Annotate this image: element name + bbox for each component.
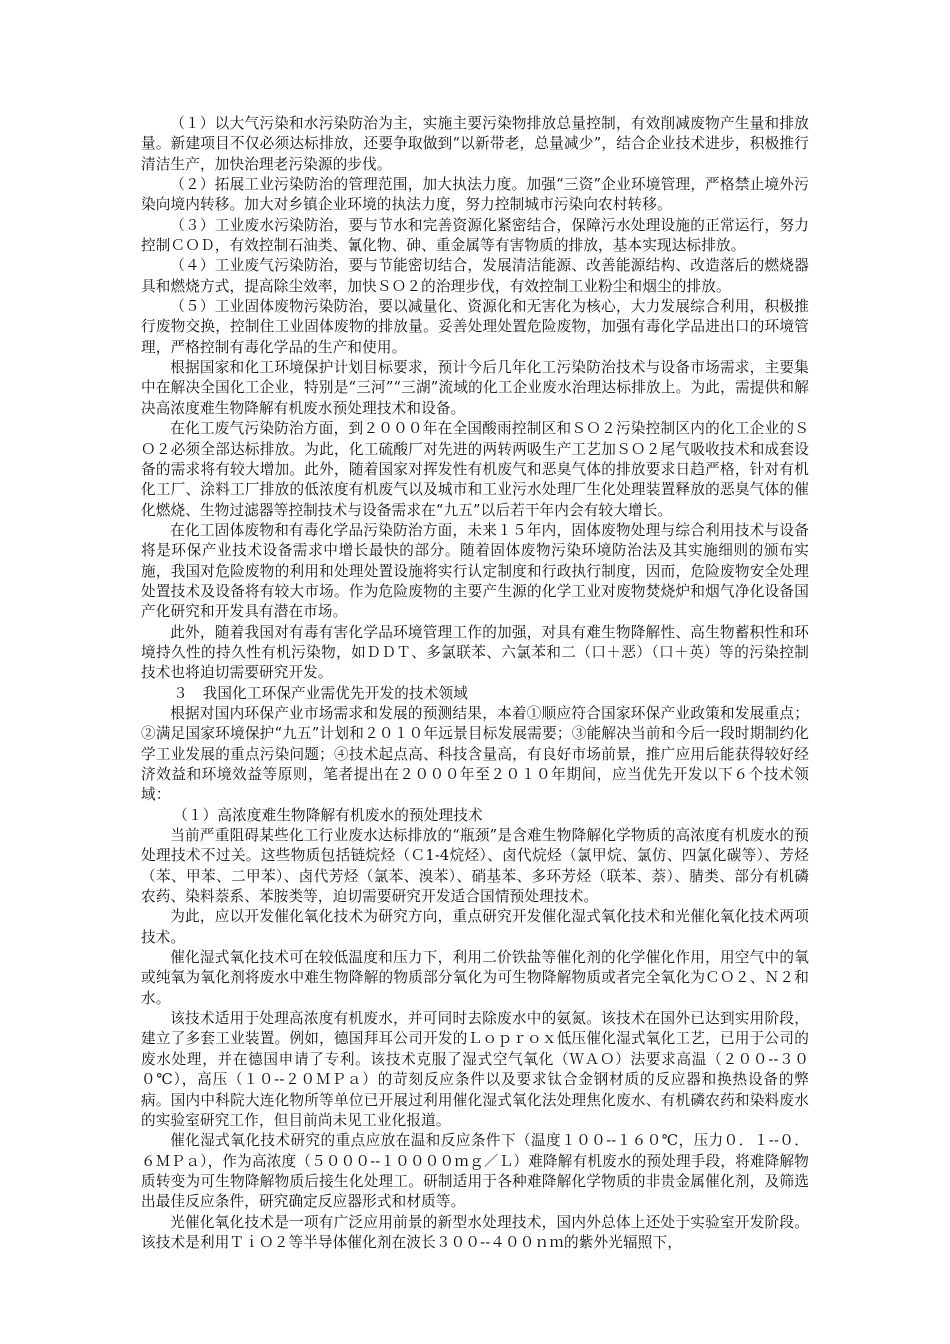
paragraph: 根据国家和化工环境保护计划目标要求，预计今后几年化工污染防治技术与设备市场需求，主要集中在解决全国化工企业，特别是“三河”“三湖”流域的化工企业废水治理达标排放上。为此，需提供和解决高浓度难生物降解有机废水预处理技术和设备。: [141, 359, 809, 417]
paragraph: 催化湿式氧化技术可在较低温度和压力下，利用二价铁盐等催化剂的化学催化作用，用空气中的氧或纯氧为氧化剂将废水中难生物降解的物质部分氧化为可生物降解物质或者完全氧化为ＣＯ２、Ｎ２和水。: [141, 949, 809, 1007]
paragraph: 根据对国内环保产业市场需求和发展的预测结果，本着①顺应符合国家环保产业政策和发展重点；②满足国家环境保护“九五”计划和２０１０年远景目标发展需要；③能解决当前和今后一段时期制约化学工业发展的重点污染问题；④技术起点高、科技含量高，有良好市场前景，推广应用后能获得较好经济效益和环境效益等原则，笔者提出在２０００年至２０１０年期间，应当优先开发以下６个技术领域：: [141, 704, 809, 804]
paragraph: （２）拓展工业污染防治的管理范围，加大执法力度。加强“三资”企业环境管理，严格禁止境外污染向境内转移。加大对乡镇企业环境的执法力度，努力控制城市污染向农村转移。: [141, 176, 809, 214]
paragraph: 此外，随着我国对有毒有害化学品环境管理工作的加强，对具有难生物降解性、高生物蓄积性和环境持久性的持久性有机污染物，如ＤＤＴ、多氯联苯、六氯苯和二（口＋恶）（口＋英）等的污染控制技术也将迫切需要研究开发。: [141, 623, 809, 682]
paragraph: 催化湿式氧化技术研究的重点应放在温和反应条件下（温度１００--１６０℃，压力０．１--０．６ＭＰａ），作为高浓度（５０００--１００００ｍｇ／Ｌ）难降解有机废水的预处理手段，将难降解物质转变为可生物降解物质后接生化处理工。研制适用于各种难降解化学物质的非贵金属催化剂，及筛选出最佳反应条件，研究确定反应器形式和材质等。: [141, 1132, 809, 1211]
paragraph: 在化工固体废物和有毒化学品污染防治方面，未来１５年内，固体废物处理与综合利用技术与设备将是环保产业技术设备需求中增长最快的部分。随着固体废物污染环境防治法及其实施细则的颁布实施，我国对危险废物的利用和处理处置设施将实行认定制度和行政执行制度，因而，危险废物安全处理处置技术及设备将有较大市场。作为危险废物的主要产生源的化学工业对废物焚烧炉和烟气净化设备国产化研究和开发具有潜在市场。: [141, 521, 809, 621]
document-body: [141, 114, 809, 1253]
section-heading: ３ 我国化工环保产业需优先开发的技术领域: [173, 684, 468, 702]
paragraph: （３）工业废水污染防治，要与节水和完善资源化紧密结合，保障污水处理设施的正常运行，努力控制ＣＯＤ，有效控制石油类、氰化物、砷、重金属等有害物质的排放，基本实现达标排放。: [141, 216, 809, 255]
paragraph: （１）以大气污染和水污染防治为主，实施主要污染物排放总量控制，有效削减废物产生量和排放量。新建项目不仅必须达标排放，还要争取做到“以新带老，总量减少”，结合企业技术进步，积极推行清洁生产，加快治理老污染源的步伐。: [141, 115, 809, 173]
paragraph: 光催化氧化技术是一项有广泛应用前景的新型水处理技术，国内外总体上还处于实验室开发阶段。该技术是利用ＴｉＯ２等半导体催化剂在波长３００--４００ｎｍ的紫外光辐照下，: [141, 1213, 809, 1251]
paragraph: 当前严重阻碍某些化工行业废水达标排放的“瓶颈”是含难生物降解化学物质的高浓度有机废水的预处理技术不过关。这些物质包括链烷烃（Ｃ1-4烷烃）、卤代烷烃（氯甲烷、氯仿、四氯化碳等）、芳烃（苯、甲苯、二甲苯）、卤代芳烃（氯苯、溴苯）、硝基苯、多环芳烃（联苯、萘）、腈类、部分有机磷农药、染料萘系、苯胺类等，迫切需要研究开发适合国情预处理技术。: [141, 827, 809, 906]
paragraph: 在化工废气污染防治方面，到２０００年在全国酸雨控制区和ＳＯ２污染控制区内的化工企业的ＳＯ２必须全部达标排放。为此，化工硫酸厂对先进的两转两吸生产工艺加ＳＯ２尾气吸收技术和成套设备的需求将有较大增加。此外，随着国家对挥发性有机废气和恶臭气体的排放要求日趋严格，针对有机化工厂、涂料工厂排放的低浓度有机废气以及城市和工业污水处理厂生化处理装置释放的恶臭气体的催化燃烧、生物过滤器等控制技术与设备需求在“九五”以后若干年内会有较大增长。: [141, 420, 809, 519]
paragraph: 该技术适用于处理高浓度有机废水，并可同时去除废水中的氨氮。该技术在国外已达到实用阶段，建立了多套工业装置。例如，德国拜耳公司开发的Ｌｏｐｒｏｘ低压催化湿式氧化工艺，已用于公司的废水处理，并在德国申请了专利。该技术克服了湿式空气氧化（ＷＡＯ）法要求高温（２００--３００℃），高压（１０--２０ＭＰａ）的苛刻反应条件以及要求钛合金钢材质的反应器和换热设备的弊病。国内中科院大连化物所等单位已开展过利用催化湿式氧化法处理焦化废水、有机磷农药和染料废水的实验室研究工作，但目前尚未见工业化报道。: [141, 1010, 809, 1129]
paragraph: （５）工业固体废物污染防治，要以减量化、资源化和无害化为核心，大力发展综合利用，积极推行废物交换，控制住工业固体废物的排放量。妥善处理处置危险废物，加强有毒化学品进出口的环境管理，严格控制有毒化学品的生产和使用。: [141, 298, 809, 356]
subsection-heading: （１）高浓度难生物降解有机废水的预处理技术: [173, 806, 483, 824]
paragraph: （４）工业废气污染防治，要与节能密切结合，发展清洁能源、改善能源结构、改造落后的燃烧器具和燃烧方式，提高除尘效率，加快ＳＯ２的治理步伐，有效控制工业粉尘和烟尘的排放。: [141, 257, 809, 295]
paragraph: 为此，应以开发催化氧化技术为研究方向，重点研究开发催化湿式氧化技术和光催化氧化技术两项技术。: [141, 908, 809, 946]
